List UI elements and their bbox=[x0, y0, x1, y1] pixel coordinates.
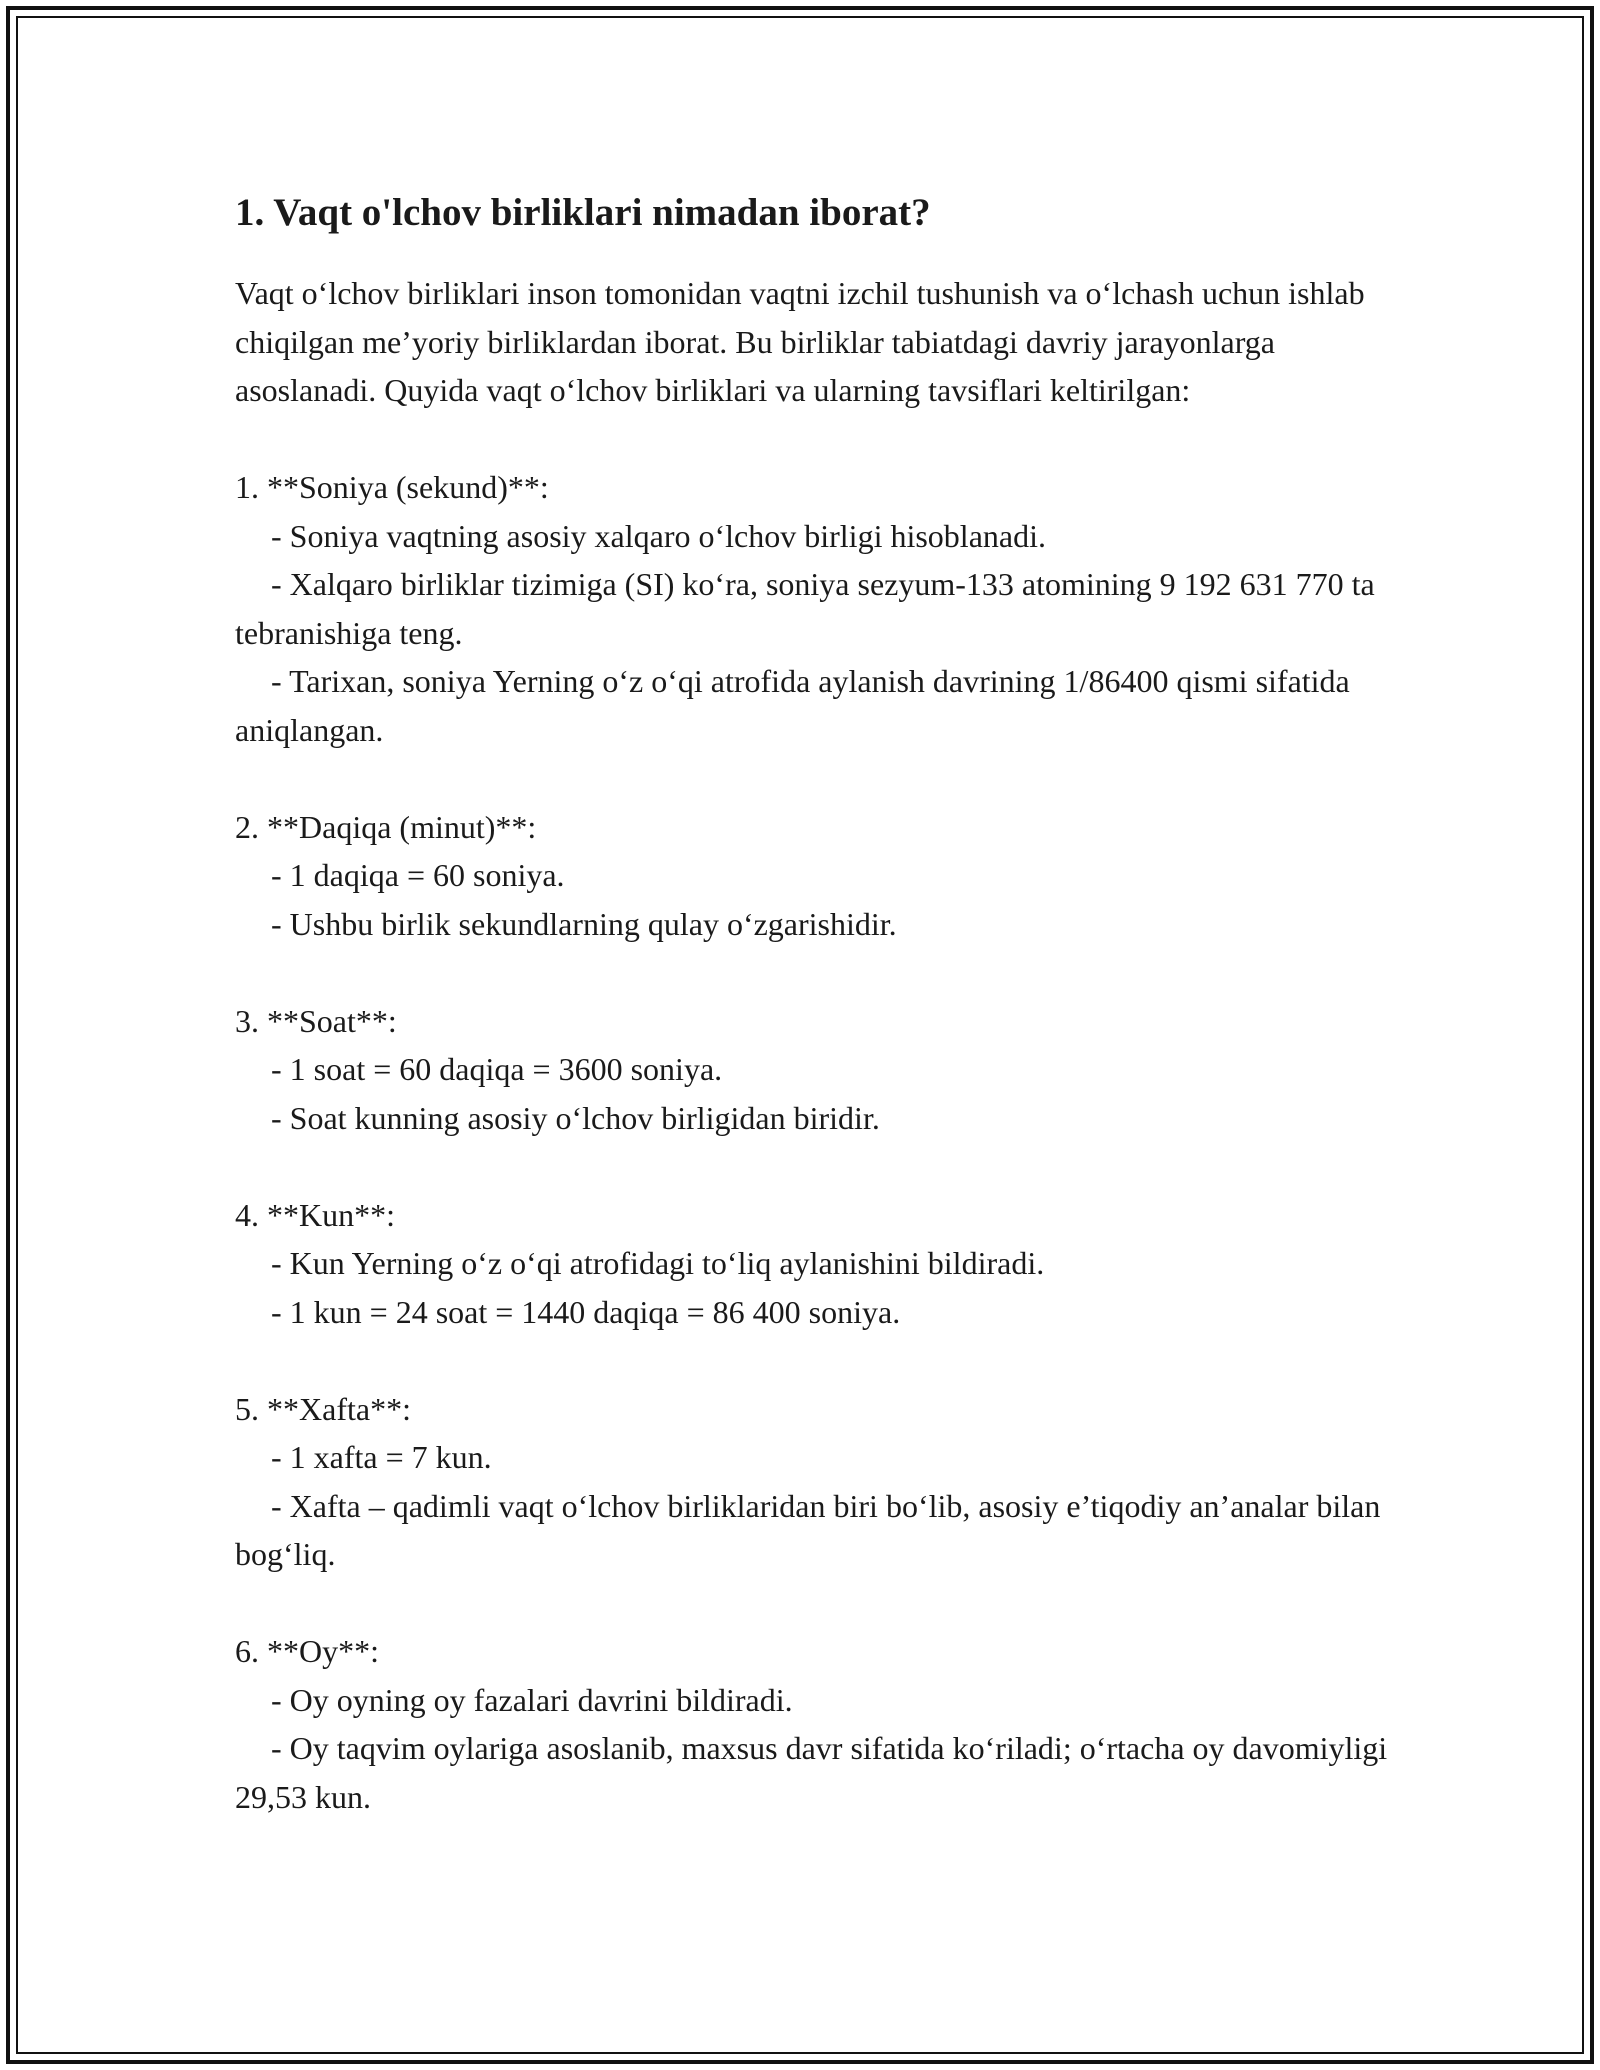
section-bullet: - Oy taqvim oylariga asoslanib, maxsus davr sifatida ko‘riladi; o‘rtacha oy davomiyligi 29,53 kun. bbox=[235, 1730, 1388, 1815]
intro-paragraph: Vaqt o‘lchov birliklari inson tomonidan vaqtni izchil tushunish va o‘lchash uchun ishlab chiqilgan me’yoriy birliklardan iborat. Bu birliklar tabiatdagi davriy jarayonlarga asoslanadi. Quyida vaqt o‘lchov birliklari va ularning tavsiflari keltirilgan: bbox=[235, 275, 1365, 408]
section-bullet: - 1 xafta = 7 kun. bbox=[271, 1439, 492, 1475]
section-heading: 2. **Daqiqa (minut)**: bbox=[235, 808, 537, 845]
section-heading: 6. **Oy**: bbox=[235, 1633, 379, 1669]
section-heading: 1. **Soniya (sekund)**: bbox=[235, 469, 549, 505]
section-oy bbox=[235, 1627, 1395, 1821]
section-bullet: - Oy oyning oy fazalari davrini bildiradi. bbox=[271, 1681, 793, 1718]
section-heading: 5. **Xafta**: bbox=[235, 1390, 411, 1427]
section-bullet: - Ushbu birlik sekundlarning qulay o‘zgarishidir. bbox=[271, 905, 897, 942]
section-heading: 3. **Soat**: bbox=[235, 1002, 397, 1039]
section-bullet: - Xafta – qadimli vaqt o‘lchov birliklaridan biri bo‘lib, asosiy e’tiqodiy an’analar bilan bog‘liq. bbox=[235, 1487, 1381, 1572]
section-soat bbox=[235, 997, 1395, 1143]
section-bullet: - 1 kun = 24 soat = 1440 daqiqa = 86 400 soniya. bbox=[271, 1293, 901, 1330]
document-body bbox=[235, 185, 1395, 1821]
section-bullet: - Soniya vaqtning asosiy xalqaro o‘lchov birligi hisoblanadi. bbox=[271, 517, 1046, 554]
section-daqiqa bbox=[235, 803, 1395, 949]
section-bullet: - Kun Yerning o‘z o‘qi atrofidagi to‘liq aylanishini bildiradi. bbox=[271, 1245, 1045, 1281]
section-bullet: - Tarixan, soniya Yerning o‘z o‘qi atrofida aylanish davrining 1/86400 qismi sifatida aniqlangan. bbox=[235, 663, 1350, 748]
section-bullet: - 1 daqiqa = 60 soniya. bbox=[271, 857, 565, 893]
section-bullet: - 1 soat = 60 daqiqa = 3600 soniya. bbox=[271, 1051, 723, 1087]
page-title: 1. Vaqt o'lchov birliklari nimadan iborat? bbox=[235, 191, 931, 234]
section-soniya bbox=[235, 463, 1395, 754]
section-heading: 4. **Kun**: bbox=[235, 1196, 395, 1233]
section-xafta bbox=[235, 1385, 1395, 1579]
section-bullet: - Xalqaro birliklar tizimiga (SI) ko‘ra, soniya sezyum-133 atomining 9 192 631 770 ta tebranishiga teng. bbox=[235, 566, 1375, 651]
section-bullet: - Soat kunning asosiy o‘lchov birligidan biridir. bbox=[271, 1099, 880, 1136]
section-kun bbox=[235, 1191, 1395, 1337]
